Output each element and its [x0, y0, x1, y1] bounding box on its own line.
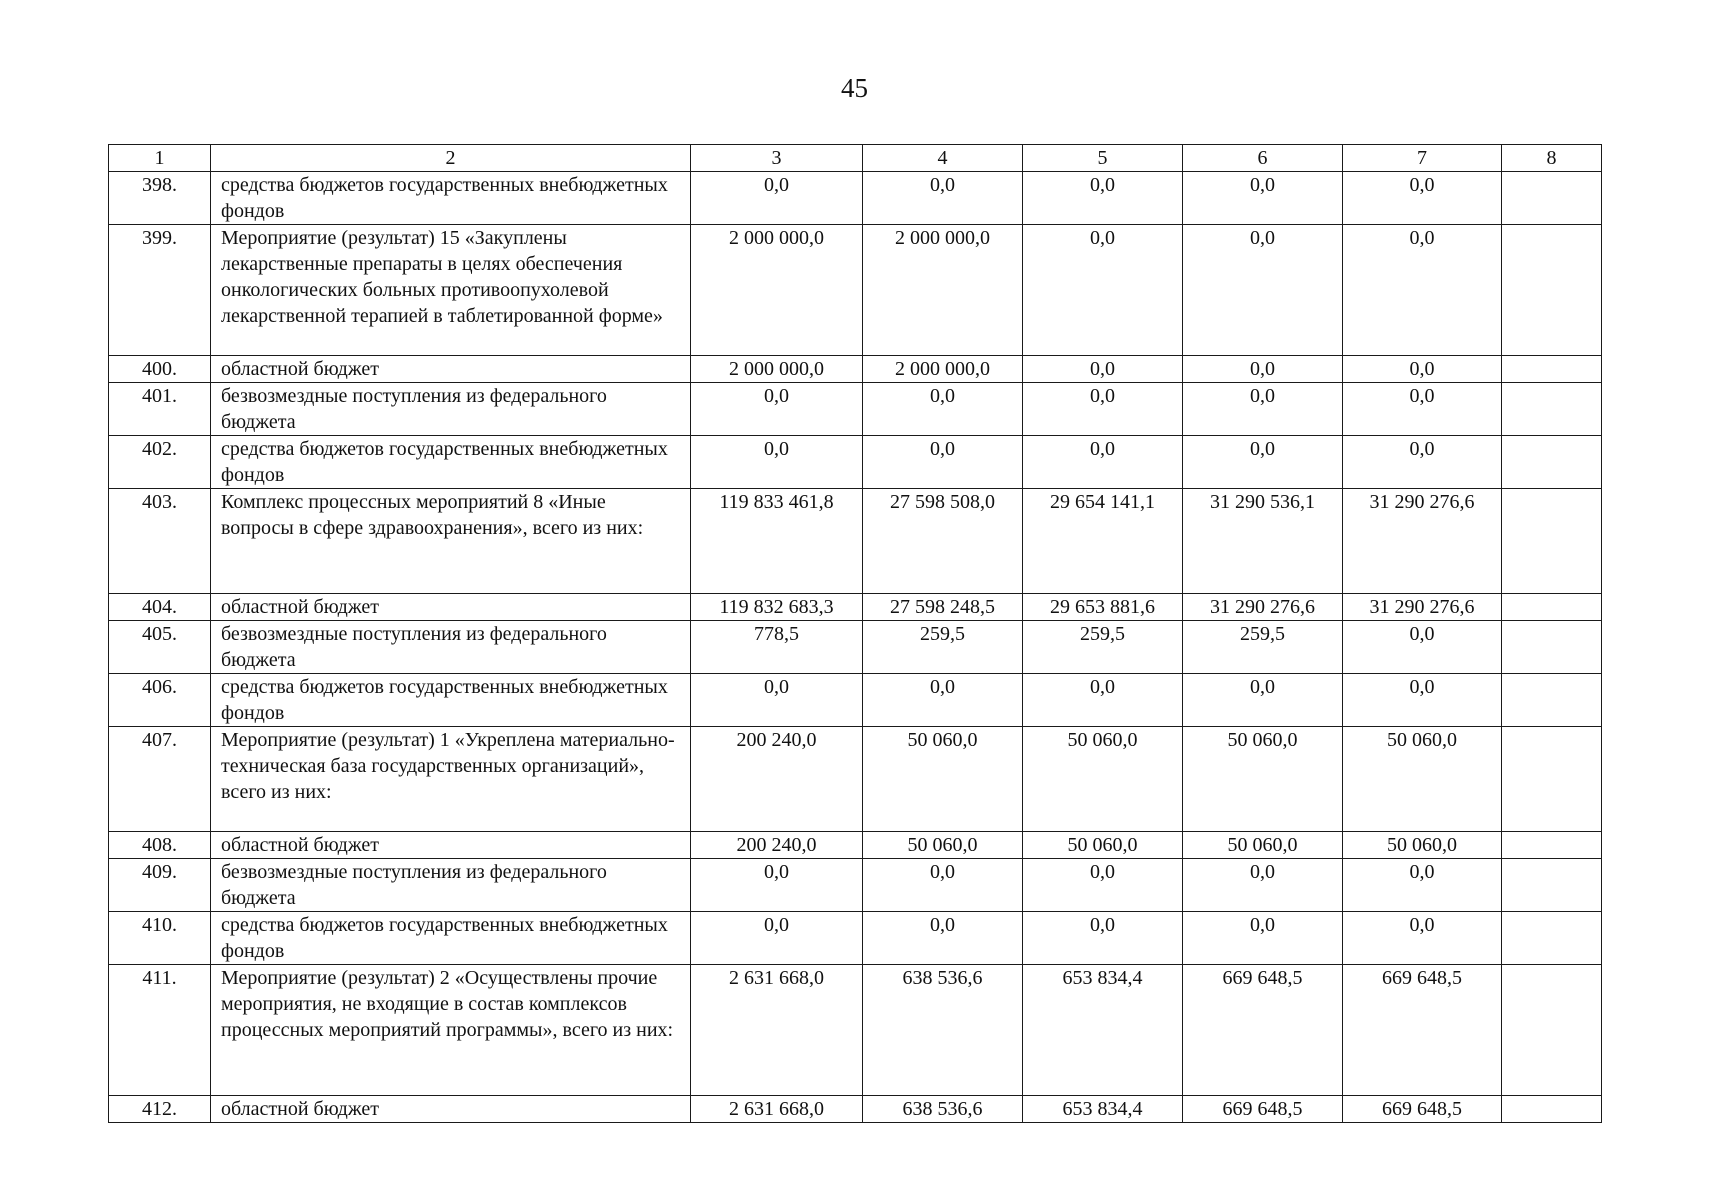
value-col-3: 2 000 000,0: [691, 356, 863, 383]
value-col-3: 119 833 461,8: [691, 489, 863, 594]
row-number: 409.: [109, 859, 211, 912]
row-name: средства бюджетов государственных внебюджетных фондов: [211, 436, 691, 489]
value-col-6: 31 290 536,1: [1183, 489, 1343, 594]
row-number: 407.: [109, 727, 211, 832]
row-name: безвозмездные поступления из федерального бюджета: [211, 383, 691, 436]
row-number: 404.: [109, 594, 211, 621]
value-col-7: 0,0: [1343, 436, 1502, 489]
value-col-3: 2 631 668,0: [691, 965, 863, 1096]
table-row: [109, 912, 1602, 965]
column-header: 1: [109, 145, 211, 172]
value-col-7: 0,0: [1343, 356, 1502, 383]
row-name: средства бюджетов государственных внебюджетных фондов: [211, 912, 691, 965]
value-col-6: 0,0: [1183, 383, 1343, 436]
value-col-3: 0,0: [691, 172, 863, 225]
value-col-8: [1502, 172, 1602, 225]
table-row: [109, 727, 1602, 832]
table-row: [109, 225, 1602, 356]
value-col-7: 0,0: [1343, 225, 1502, 356]
value-col-3: 778,5: [691, 621, 863, 674]
value-col-5: 0,0: [1023, 225, 1183, 356]
row-name: безвозмездные поступления из федерального бюджета: [211, 621, 691, 674]
value-col-3: 0,0: [691, 674, 863, 727]
row-name: областной бюджет: [211, 832, 691, 859]
value-col-8: [1502, 356, 1602, 383]
row-name: областной бюджет: [211, 356, 691, 383]
value-col-4: 2 000 000,0: [863, 225, 1023, 356]
value-col-5: 29 653 881,6: [1023, 594, 1183, 621]
column-header: 3: [691, 145, 863, 172]
value-col-4: 0,0: [863, 436, 1023, 489]
value-col-5: 653 834,4: [1023, 1096, 1183, 1123]
row-number: 400.: [109, 356, 211, 383]
column-header: 8: [1502, 145, 1602, 172]
value-col-5: 0,0: [1023, 912, 1183, 965]
value-col-7: 0,0: [1343, 912, 1502, 965]
table-row: [109, 859, 1602, 912]
row-number: 406.: [109, 674, 211, 727]
table-row: [109, 621, 1602, 674]
value-col-8: [1502, 674, 1602, 727]
row-number: 403.: [109, 489, 211, 594]
value-col-8: [1502, 621, 1602, 674]
value-col-4: 0,0: [863, 383, 1023, 436]
value-col-5: 0,0: [1023, 172, 1183, 225]
value-col-6: 669 648,5: [1183, 965, 1343, 1096]
value-col-8: [1502, 1096, 1602, 1123]
value-col-6: 0,0: [1183, 674, 1343, 727]
value-col-6: 50 060,0: [1183, 727, 1343, 832]
value-col-7: 669 648,5: [1343, 965, 1502, 1096]
value-col-4: 2 000 000,0: [863, 356, 1023, 383]
value-col-5: 50 060,0: [1023, 832, 1183, 859]
value-col-8: [1502, 832, 1602, 859]
value-col-5: 0,0: [1023, 436, 1183, 489]
value-col-3: 119 832 683,3: [691, 594, 863, 621]
value-col-8: [1502, 489, 1602, 594]
table-row: [109, 965, 1602, 1096]
value-col-5: 259,5: [1023, 621, 1183, 674]
row-name: Комплекс процессных мероприятий 8 «Иные вопросы в сфере здравоохранения», всего из них:: [211, 489, 691, 594]
value-col-6: 259,5: [1183, 621, 1343, 674]
table-row: [109, 356, 1602, 383]
row-number: 398.: [109, 172, 211, 225]
value-col-7: 0,0: [1343, 674, 1502, 727]
row-number: 401.: [109, 383, 211, 436]
value-col-4: 50 060,0: [863, 727, 1023, 832]
value-col-6: 0,0: [1183, 859, 1343, 912]
value-col-3: 2 631 668,0: [691, 1096, 863, 1123]
budget-table: [108, 144, 1602, 1123]
value-col-6: 0,0: [1183, 912, 1343, 965]
value-col-5: 50 060,0: [1023, 727, 1183, 832]
value-col-4: 27 598 248,5: [863, 594, 1023, 621]
column-header: 4: [863, 145, 1023, 172]
value-col-6: 0,0: [1183, 225, 1343, 356]
value-col-7: 0,0: [1343, 383, 1502, 436]
value-col-4: 0,0: [863, 172, 1023, 225]
row-name: областной бюджет: [211, 1096, 691, 1123]
value-col-7: 669 648,5: [1343, 1096, 1502, 1123]
value-col-4: 638 536,6: [863, 1096, 1023, 1123]
value-col-6: 0,0: [1183, 436, 1343, 489]
column-header: 5: [1023, 145, 1183, 172]
value-col-6: 0,0: [1183, 356, 1343, 383]
table-row: [109, 172, 1602, 225]
row-name: средства бюджетов государственных внебюджетных фондов: [211, 674, 691, 727]
table-row: [109, 436, 1602, 489]
row-number: 411.: [109, 965, 211, 1096]
value-col-5: 0,0: [1023, 674, 1183, 727]
row-name: Мероприятие (результат) 15 «Закуплены лекарственные препараты в целях обеспечения онкологических больных противоопухолевой лекарственной терапией в таблетированной форме»: [211, 225, 691, 356]
value-col-8: [1502, 594, 1602, 621]
value-col-4: 638 536,6: [863, 965, 1023, 1096]
value-col-4: 0,0: [863, 912, 1023, 965]
value-col-6: 669 648,5: [1183, 1096, 1343, 1123]
value-col-4: 259,5: [863, 621, 1023, 674]
column-header: 7: [1343, 145, 1502, 172]
row-name: средства бюджетов государственных внебюджетных фондов: [211, 172, 691, 225]
row-name: безвозмездные поступления из федерального бюджета: [211, 859, 691, 912]
value-col-5: 29 654 141,1: [1023, 489, 1183, 594]
value-col-5: 0,0: [1023, 356, 1183, 383]
table-row: [109, 489, 1602, 594]
column-number-row: [109, 145, 1602, 172]
value-col-8: [1502, 912, 1602, 965]
value-col-6: 50 060,0: [1183, 832, 1343, 859]
value-col-7: 50 060,0: [1343, 832, 1502, 859]
row-name: Мероприятие (результат) 2 «Осуществлены прочие мероприятия, не входящие в состав комплексов процессных мероприятий программы», всего из них:: [211, 965, 691, 1096]
table-row: [109, 832, 1602, 859]
value-col-8: [1502, 225, 1602, 356]
value-col-4: 0,0: [863, 859, 1023, 912]
value-col-4: 0,0: [863, 674, 1023, 727]
value-col-3: 0,0: [691, 912, 863, 965]
row-name: Мероприятие (результат) 1 «Укреплена материально-техническая база государственных организаций», всего из них:: [211, 727, 691, 832]
table-row: [109, 594, 1602, 621]
value-col-5: 0,0: [1023, 859, 1183, 912]
value-col-3: 0,0: [691, 383, 863, 436]
row-number: 402.: [109, 436, 211, 489]
table-row: [109, 1096, 1602, 1123]
table-row: [109, 383, 1602, 436]
value-col-4: 27 598 508,0: [863, 489, 1023, 594]
value-col-7: 0,0: [1343, 859, 1502, 912]
value-col-7: 0,0: [1343, 621, 1502, 674]
value-col-8: [1502, 965, 1602, 1096]
value-col-7: 0,0: [1343, 172, 1502, 225]
value-col-3: 0,0: [691, 859, 863, 912]
row-number: 410.: [109, 912, 211, 965]
value-col-4: 50 060,0: [863, 832, 1023, 859]
value-col-7: 50 060,0: [1343, 727, 1502, 832]
value-col-6: 31 290 276,6: [1183, 594, 1343, 621]
value-col-8: [1502, 436, 1602, 489]
value-col-8: [1502, 859, 1602, 912]
value-col-3: 0,0: [691, 436, 863, 489]
value-col-3: 2 000 000,0: [691, 225, 863, 356]
value-col-7: 31 290 276,6: [1343, 489, 1502, 594]
row-number: 408.: [109, 832, 211, 859]
value-col-3: 200 240,0: [691, 832, 863, 859]
table-row: [109, 674, 1602, 727]
column-header: 6: [1183, 145, 1343, 172]
row-number: 399.: [109, 225, 211, 356]
value-col-5: 653 834,4: [1023, 965, 1183, 1096]
row-number: 405.: [109, 621, 211, 674]
value-col-8: [1502, 727, 1602, 832]
value-col-8: [1502, 383, 1602, 436]
row-name: областной бюджет: [211, 594, 691, 621]
column-header: 2: [211, 145, 691, 172]
page-number: 45: [841, 73, 868, 103]
value-col-7: 31 290 276,6: [1343, 594, 1502, 621]
row-number: 412.: [109, 1096, 211, 1123]
value-col-5: 0,0: [1023, 383, 1183, 436]
value-col-3: 200 240,0: [691, 727, 863, 832]
value-col-6: 0,0: [1183, 172, 1343, 225]
